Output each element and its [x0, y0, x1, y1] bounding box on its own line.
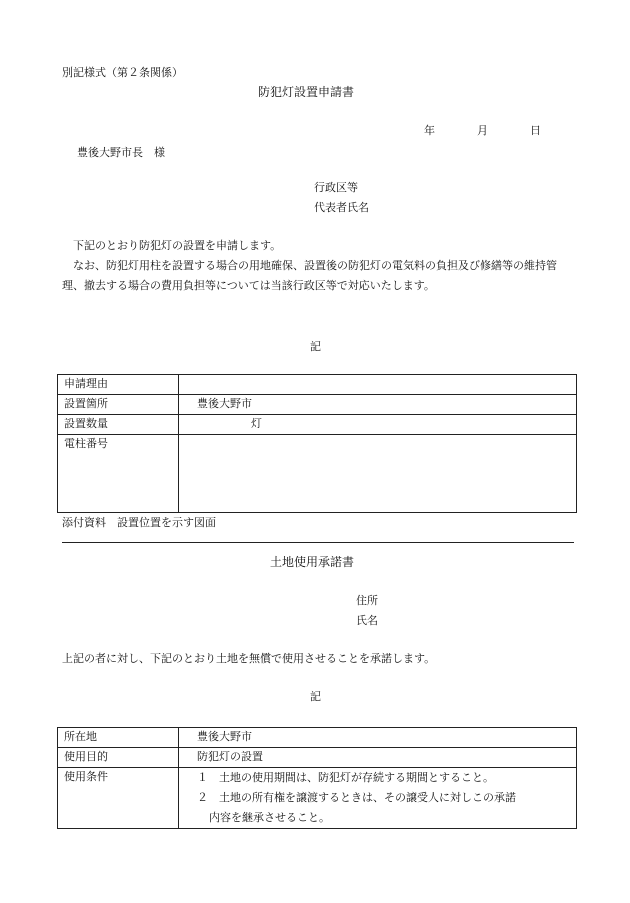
- table-row: [58, 415, 577, 435]
- consent-body: 上記の者に対し、下記のとおり土地を無償で使用させることを承諾します。: [62, 652, 436, 665]
- table-row: [58, 748, 577, 768]
- quantity-label: 設置数量: [58, 415, 179, 435]
- location-label: 設置箇所: [58, 395, 179, 415]
- quantity-field[interactable]: 灯: [179, 415, 577, 435]
- condition-1: １ 土地の使用期間は、防犯灯が存続する期間とすること。: [197, 771, 494, 784]
- location-field[interactable]: 豊後大野市: [179, 395, 577, 415]
- form-reference: 別記様式（第２条関係）: [62, 66, 183, 79]
- condition-2: ２ 土地の所有権を譲渡するときは、その譲受人に対しこの承諾: [197, 791, 516, 804]
- application-title: 防犯灯設置申請書: [258, 85, 355, 99]
- date-day-label: 日: [530, 124, 541, 137]
- date-year-label: 年: [424, 124, 435, 137]
- reason-label: 申請理由: [58, 375, 179, 395]
- application-body-line2: なお、防犯灯用柱を設置する場合の用地確保、設置後の防犯灯の電気料の負担及び修繕等の維持管理、撤去する場合の費用負担等については当該行政区等で対応いたします。: [62, 259, 557, 292]
- pole-number-label: 電柱番号: [58, 435, 179, 513]
- consent-title: 土地使用承諾書: [270, 555, 355, 569]
- consent-table: [57, 727, 577, 829]
- conditions-label: 使用条件: [58, 768, 179, 829]
- application-table: [57, 374, 577, 513]
- district-label: 行政区等: [314, 181, 358, 194]
- conditions-cell: [179, 768, 577, 829]
- table-row: [58, 768, 577, 829]
- purpose-field[interactable]: 防犯灯の設置: [179, 748, 577, 768]
- name-label: 氏名: [356, 614, 378, 627]
- ki-heading: 記: [310, 340, 321, 353]
- purpose-label: 使用目的: [58, 748, 179, 768]
- table-row: [58, 728, 577, 748]
- address-label: 住所: [356, 594, 378, 607]
- land-location-label: 所在地: [58, 728, 179, 748]
- table-row: [58, 395, 577, 415]
- table-row: [58, 375, 577, 395]
- condition-2-continued: 内容を継承させること。: [209, 811, 330, 824]
- addressee: 豊後大野市長 様: [77, 146, 165, 159]
- table-row: [58, 435, 577, 513]
- section-divider: [62, 542, 574, 543]
- attachment-note: 添付資料 設置位置を示す図面: [62, 516, 216, 529]
- date-month-label: 月: [477, 124, 488, 137]
- land-location-field[interactable]: 豊後大野市: [179, 728, 577, 748]
- pole-number-field[interactable]: [179, 435, 577, 513]
- representative-label: 代表者氏名: [314, 201, 369, 214]
- ki-heading-2: 記: [310, 690, 321, 703]
- reason-field[interactable]: [179, 375, 577, 395]
- application-body-line1: 下記のとおり防犯灯の設置を申請します。: [73, 239, 282, 252]
